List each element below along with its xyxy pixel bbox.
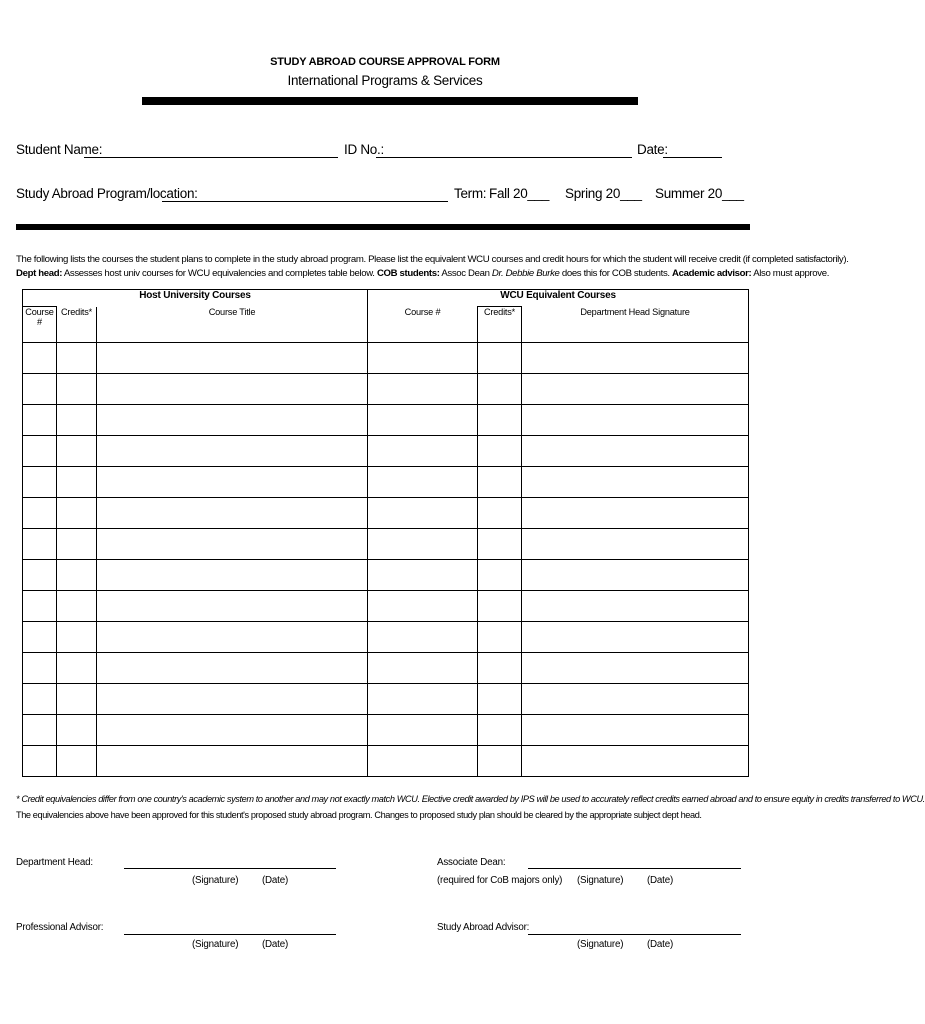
cell-course-number[interactable] xyxy=(23,529,57,560)
cell-wcu-course-number[interactable] xyxy=(368,653,478,684)
cell-credits[interactable] xyxy=(57,529,97,560)
cell-dept-head-signature[interactable] xyxy=(522,684,749,715)
program-location-label: Study Abroad Program/location: xyxy=(16,186,198,201)
cell-course-title[interactable] xyxy=(97,746,368,777)
cell-wcu-credits[interactable] xyxy=(478,653,522,684)
cell-wcu-credits[interactable] xyxy=(478,405,522,436)
cell-wcu-course-number[interactable] xyxy=(368,591,478,622)
cob-label: COB students: xyxy=(376,268,440,279)
table-row xyxy=(23,343,749,374)
cell-course-number[interactable] xyxy=(23,405,57,436)
cell-wcu-course-number[interactable] xyxy=(368,715,478,746)
sa-advisor-date-caption: (Date) xyxy=(647,939,674,950)
cell-credits[interactable] xyxy=(57,591,97,622)
cell-wcu-course-number[interactable] xyxy=(368,560,478,591)
table-column-header xyxy=(23,307,749,343)
cell-course-title[interactable] xyxy=(97,622,368,653)
form-title: STUDY ABROAD COURSE APPROVAL FORM xyxy=(270,56,500,68)
date-label: Date: xyxy=(637,142,668,157)
host-courses-heading: Host University Courses xyxy=(23,290,368,307)
cell-dept-head-signature[interactable] xyxy=(522,529,749,560)
id-no-line[interactable] xyxy=(376,157,632,158)
table-row xyxy=(23,374,749,405)
cell-wcu-course-number[interactable] xyxy=(368,746,478,777)
cell-credits[interactable] xyxy=(57,343,97,374)
table-row xyxy=(23,653,749,684)
cell-wcu-credits[interactable] xyxy=(478,436,522,467)
cell-course-number[interactable] xyxy=(23,498,57,529)
cell-wcu-course-number[interactable] xyxy=(368,374,478,405)
credit-footnote: * Credit equivalencies differ from one country's academic system to another and may not exactly match WCU. Elective credit awarded by IPS will be used to accurately reflect credits earned abroad and to ensure equity in credits transferred to WCU. xyxy=(16,794,925,804)
cell-dept-head-signature[interactable] xyxy=(522,622,749,653)
student-name-label: Student Name: xyxy=(16,142,103,157)
section-divider xyxy=(16,224,750,230)
cob-text-b: does this for COB students. xyxy=(559,268,673,279)
table-row xyxy=(23,405,749,436)
cell-course-number[interactable] xyxy=(23,467,57,498)
cell-course-number[interactable] xyxy=(23,653,57,684)
form-subtitle: International Programs & Services xyxy=(287,73,483,88)
assoc-dean-label: Associate Dean: xyxy=(437,857,506,868)
assoc-dean-note: (required for CoB majors only) xyxy=(437,875,563,886)
cell-wcu-credits[interactable] xyxy=(478,684,522,715)
id-no-label: ID No.: xyxy=(344,142,384,157)
cell-wcu-credits[interactable] xyxy=(478,622,522,653)
dept-head-text: Assesses host univ courses for WCU equivalencies and completes table below. xyxy=(62,268,377,279)
approval-note: The equivalencies above have been approved for this student's proposed study abroad program. Changes to proposed study plan should be cleared by the appropriate subject dept head. xyxy=(16,810,702,820)
cell-dept-head-signature[interactable] xyxy=(522,746,749,777)
cell-wcu-course-number[interactable] xyxy=(368,684,478,715)
term-fall[interactable]: Fall 20___ xyxy=(489,186,550,201)
cell-wcu-credits[interactable] xyxy=(478,591,522,622)
date-line[interactable] xyxy=(663,157,722,158)
table-row xyxy=(23,715,749,746)
cell-credits[interactable] xyxy=(57,374,97,405)
term-spring[interactable]: Spring 20___ xyxy=(565,186,642,201)
table-row xyxy=(23,684,749,715)
cell-course-title[interactable] xyxy=(97,405,368,436)
dept-head-date-caption: (Date) xyxy=(262,875,289,886)
dept-head-label: Department Head: xyxy=(16,857,93,868)
table-row xyxy=(23,529,749,560)
cell-credits[interactable] xyxy=(57,498,97,529)
cell-dept-head-signature[interactable] xyxy=(522,343,749,374)
cell-credits[interactable] xyxy=(57,560,97,591)
cell-course-number[interactable] xyxy=(23,591,57,622)
cell-dept-head-signature[interactable] xyxy=(522,591,749,622)
cell-wcu-credits[interactable] xyxy=(478,715,522,746)
cell-course-title[interactable] xyxy=(97,715,368,746)
student-name-line[interactable] xyxy=(84,157,338,158)
assoc-dean-date-caption: (Date) xyxy=(647,875,674,886)
cell-dept-head-signature[interactable] xyxy=(522,715,749,746)
cell-course-title[interactable] xyxy=(97,374,368,405)
col-course-title: Course Title xyxy=(97,307,368,343)
cell-course-number[interactable] xyxy=(23,374,57,405)
cell-credits[interactable] xyxy=(57,715,97,746)
sa-advisor-signature-line[interactable] xyxy=(528,934,741,935)
instructions-line-2 xyxy=(16,268,830,280)
col-credits: Credits* xyxy=(57,307,97,343)
cell-course-title[interactable] xyxy=(97,529,368,560)
wcu-courses-heading: WCU Equivalent Courses xyxy=(368,290,749,307)
cell-course-title[interactable] xyxy=(97,560,368,591)
advisor-text: Also must approve. xyxy=(751,268,830,279)
cell-credits[interactable] xyxy=(57,436,97,467)
cell-credits[interactable] xyxy=(57,684,97,715)
cell-wcu-course-number[interactable] xyxy=(368,405,478,436)
cell-wcu-credits[interactable] xyxy=(478,746,522,777)
cell-course-title[interactable] xyxy=(97,343,368,374)
cell-course-title[interactable] xyxy=(97,684,368,715)
table-row xyxy=(23,498,749,529)
cell-course-number[interactable] xyxy=(23,622,57,653)
assoc-dean-signature-caption: (Signature) xyxy=(577,875,624,886)
cell-course-title[interactable] xyxy=(97,591,368,622)
table-row xyxy=(23,591,749,622)
table-row xyxy=(23,436,749,467)
cell-course-title[interactable] xyxy=(97,653,368,684)
cell-wcu-course-number[interactable] xyxy=(368,529,478,560)
dept-head-signature-line[interactable] xyxy=(124,868,336,869)
cell-course-number[interactable] xyxy=(23,343,57,374)
cell-credits[interactable] xyxy=(57,405,97,436)
cell-wcu-course-number[interactable] xyxy=(368,622,478,653)
cell-dept-head-signature[interactable] xyxy=(522,498,749,529)
col-wcu-credits: Credits* xyxy=(478,307,522,343)
course-table xyxy=(22,289,749,777)
cell-credits[interactable] xyxy=(57,622,97,653)
cell-course-title[interactable] xyxy=(97,436,368,467)
cell-course-number[interactable] xyxy=(23,746,57,777)
cell-course-title[interactable] xyxy=(97,498,368,529)
prof-advisor-signature-line[interactable] xyxy=(124,934,336,935)
cell-wcu-credits[interactable] xyxy=(478,498,522,529)
cell-credits[interactable] xyxy=(57,467,97,498)
cell-wcu-credits[interactable] xyxy=(478,343,522,374)
col-dept-head-signature: Department Head Signature xyxy=(522,307,749,343)
instructions-line-1: The following lists the courses the student plans to complete in the study abroad program. Please list the equivalent WCU courses and credit hours for which the student will receive credit (if completed satisfactorily). xyxy=(16,254,849,265)
cell-wcu-credits[interactable] xyxy=(478,467,522,498)
cell-dept-head-signature[interactable] xyxy=(522,374,749,405)
cell-course-number[interactable] xyxy=(23,560,57,591)
cell-wcu-credits[interactable] xyxy=(478,529,522,560)
cell-course-number[interactable] xyxy=(23,715,57,746)
term-label: Term: xyxy=(454,186,487,201)
cell-dept-head-signature[interactable] xyxy=(522,436,749,467)
cell-wcu-course-number[interactable] xyxy=(368,343,478,374)
cell-credits[interactable] xyxy=(57,653,97,684)
col-course-number: Course # xyxy=(23,307,57,343)
advisor-label: Academic advisor: xyxy=(672,268,752,279)
prof-advisor-label: Professional Advisor: xyxy=(16,922,104,933)
cell-wcu-course-number[interactable] xyxy=(368,467,478,498)
col-wcu-course-number: Course # xyxy=(368,307,478,343)
term-summer[interactable]: Summer 20___ xyxy=(655,186,744,201)
cell-credits[interactable] xyxy=(57,746,97,777)
sa-advisor-signature-caption: (Signature) xyxy=(577,939,624,950)
prof-advisor-date-caption: (Date) xyxy=(262,939,289,950)
table-row xyxy=(23,560,749,591)
cell-course-number[interactable] xyxy=(23,684,57,715)
dept-head-signature-caption: (Signature) xyxy=(192,875,239,886)
dept-head-label: Dept head: xyxy=(16,268,63,279)
cell-course-title[interactable] xyxy=(97,467,368,498)
cell-dept-head-signature[interactable] xyxy=(522,467,749,498)
cell-dept-head-signature[interactable] xyxy=(522,653,749,684)
cell-dept-head-signature[interactable] xyxy=(522,405,749,436)
cell-course-number[interactable] xyxy=(23,436,57,467)
table-row xyxy=(23,622,749,653)
table-group-header xyxy=(23,290,749,307)
sa-advisor-label: Study Abroad Advisor: xyxy=(437,922,530,933)
prof-advisor-signature-caption: (Signature) xyxy=(192,939,239,950)
program-location-line[interactable] xyxy=(162,201,448,202)
table-row xyxy=(23,467,749,498)
cell-wcu-course-number[interactable] xyxy=(368,498,478,529)
cob-text-a: Assoc Dean xyxy=(439,268,492,279)
cell-dept-head-signature[interactable] xyxy=(522,560,749,591)
cob-name: Dr. Debbie Burke xyxy=(491,268,560,279)
assoc-dean-signature-line[interactable] xyxy=(528,868,741,869)
title-divider xyxy=(142,97,638,105)
cell-wcu-credits[interactable] xyxy=(478,374,522,405)
cell-wcu-credits[interactable] xyxy=(478,560,522,591)
table-row xyxy=(23,746,749,777)
cell-wcu-course-number[interactable] xyxy=(368,436,478,467)
